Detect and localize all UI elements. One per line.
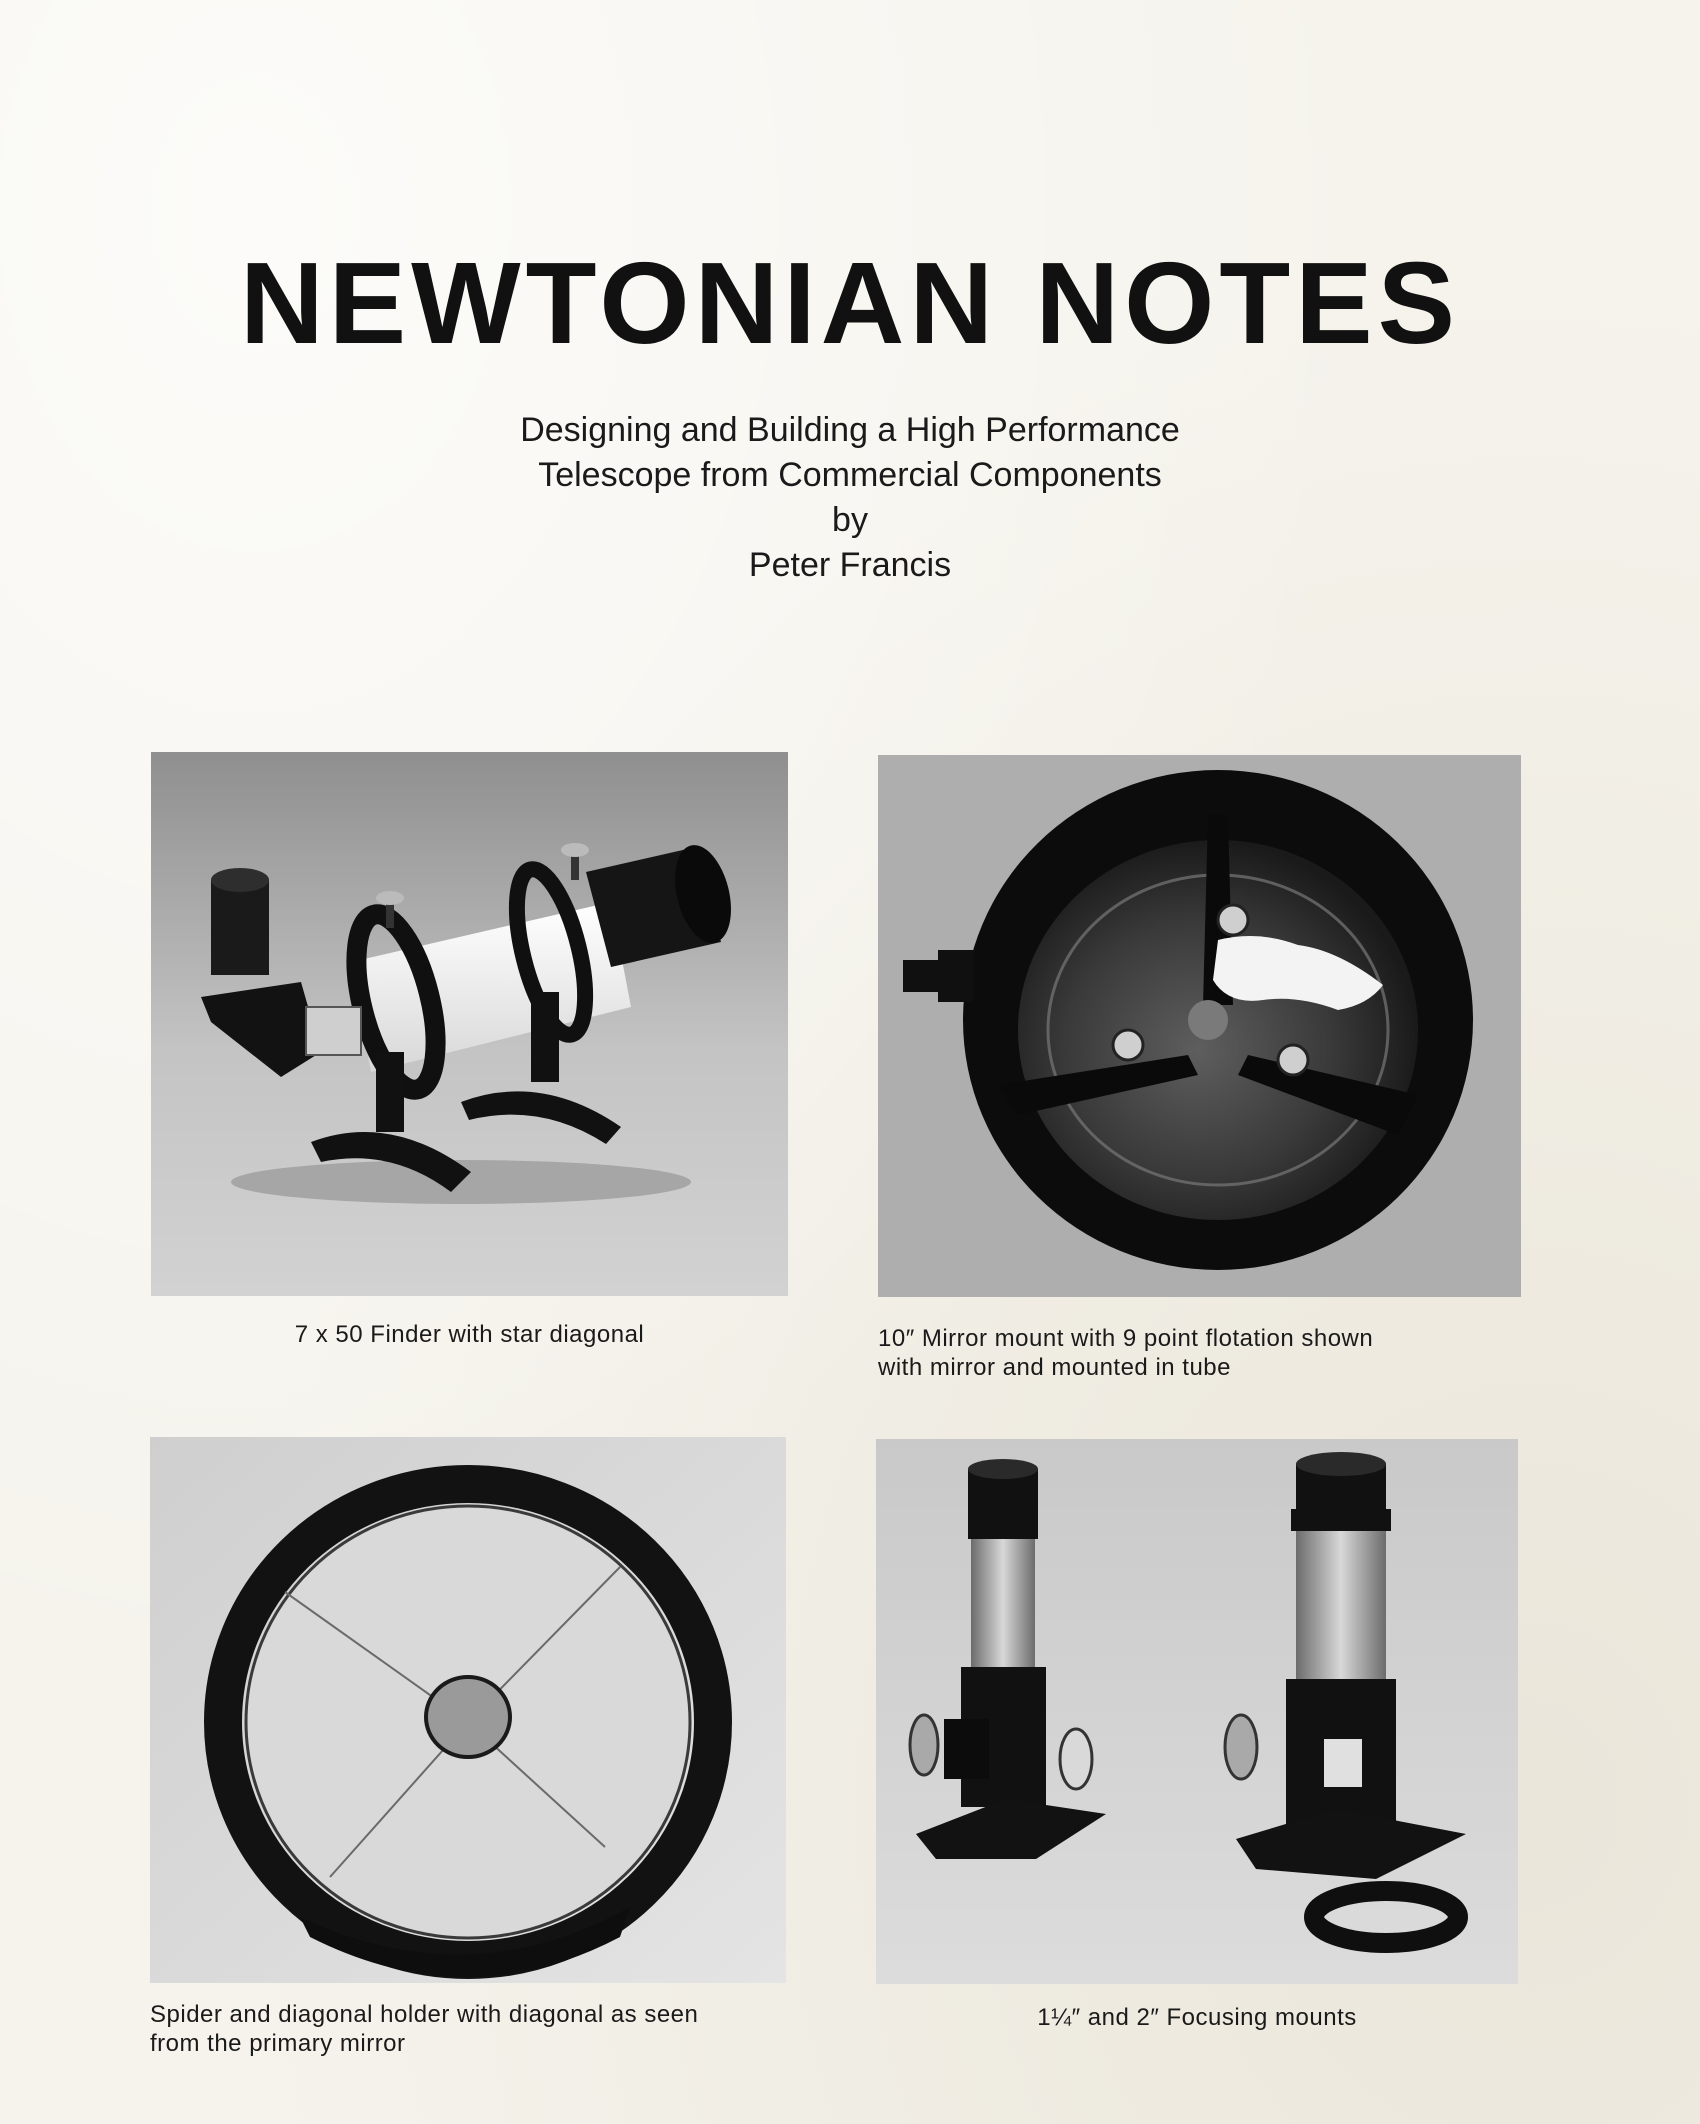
subtitle-block [0, 408, 1700, 588]
document-title: NEWTONIAN NOTES [240, 238, 1460, 368]
subtitle-line-1: Designing and Building a High Performance [520, 411, 1180, 449]
finder-caption [151, 1320, 788, 1349]
spider-photo [150, 1437, 786, 1983]
caption-line: with mirror and mounted in tube [878, 1354, 1231, 1381]
caption-line: 7 x 50 Finder with star diagonal [294, 1321, 645, 1348]
spider-caption [150, 2000, 800, 2058]
focusing-mounts-caption [876, 2003, 1518, 2032]
author-name: Peter Francis [748, 546, 952, 584]
mirror-mount-photo [878, 755, 1521, 1297]
caption-line: Spider and diagonal holder with diagonal as seen [150, 2001, 699, 2028]
mirror-mount-caption [878, 1324, 1521, 1382]
caption-line: 10″ Mirror mount with 9 point flotation shown [878, 1325, 1374, 1352]
subtitle-line-2: Telescope from Commercial Components [538, 456, 1162, 494]
finder-photo [151, 752, 788, 1296]
caption-line: 1¼″ and 2″ Focusing mounts [1037, 2004, 1357, 2031]
subtitle-by: by [832, 501, 868, 539]
focusing-mounts-photo [876, 1439, 1518, 1984]
caption-line: from the primary mirror [150, 2030, 406, 2057]
